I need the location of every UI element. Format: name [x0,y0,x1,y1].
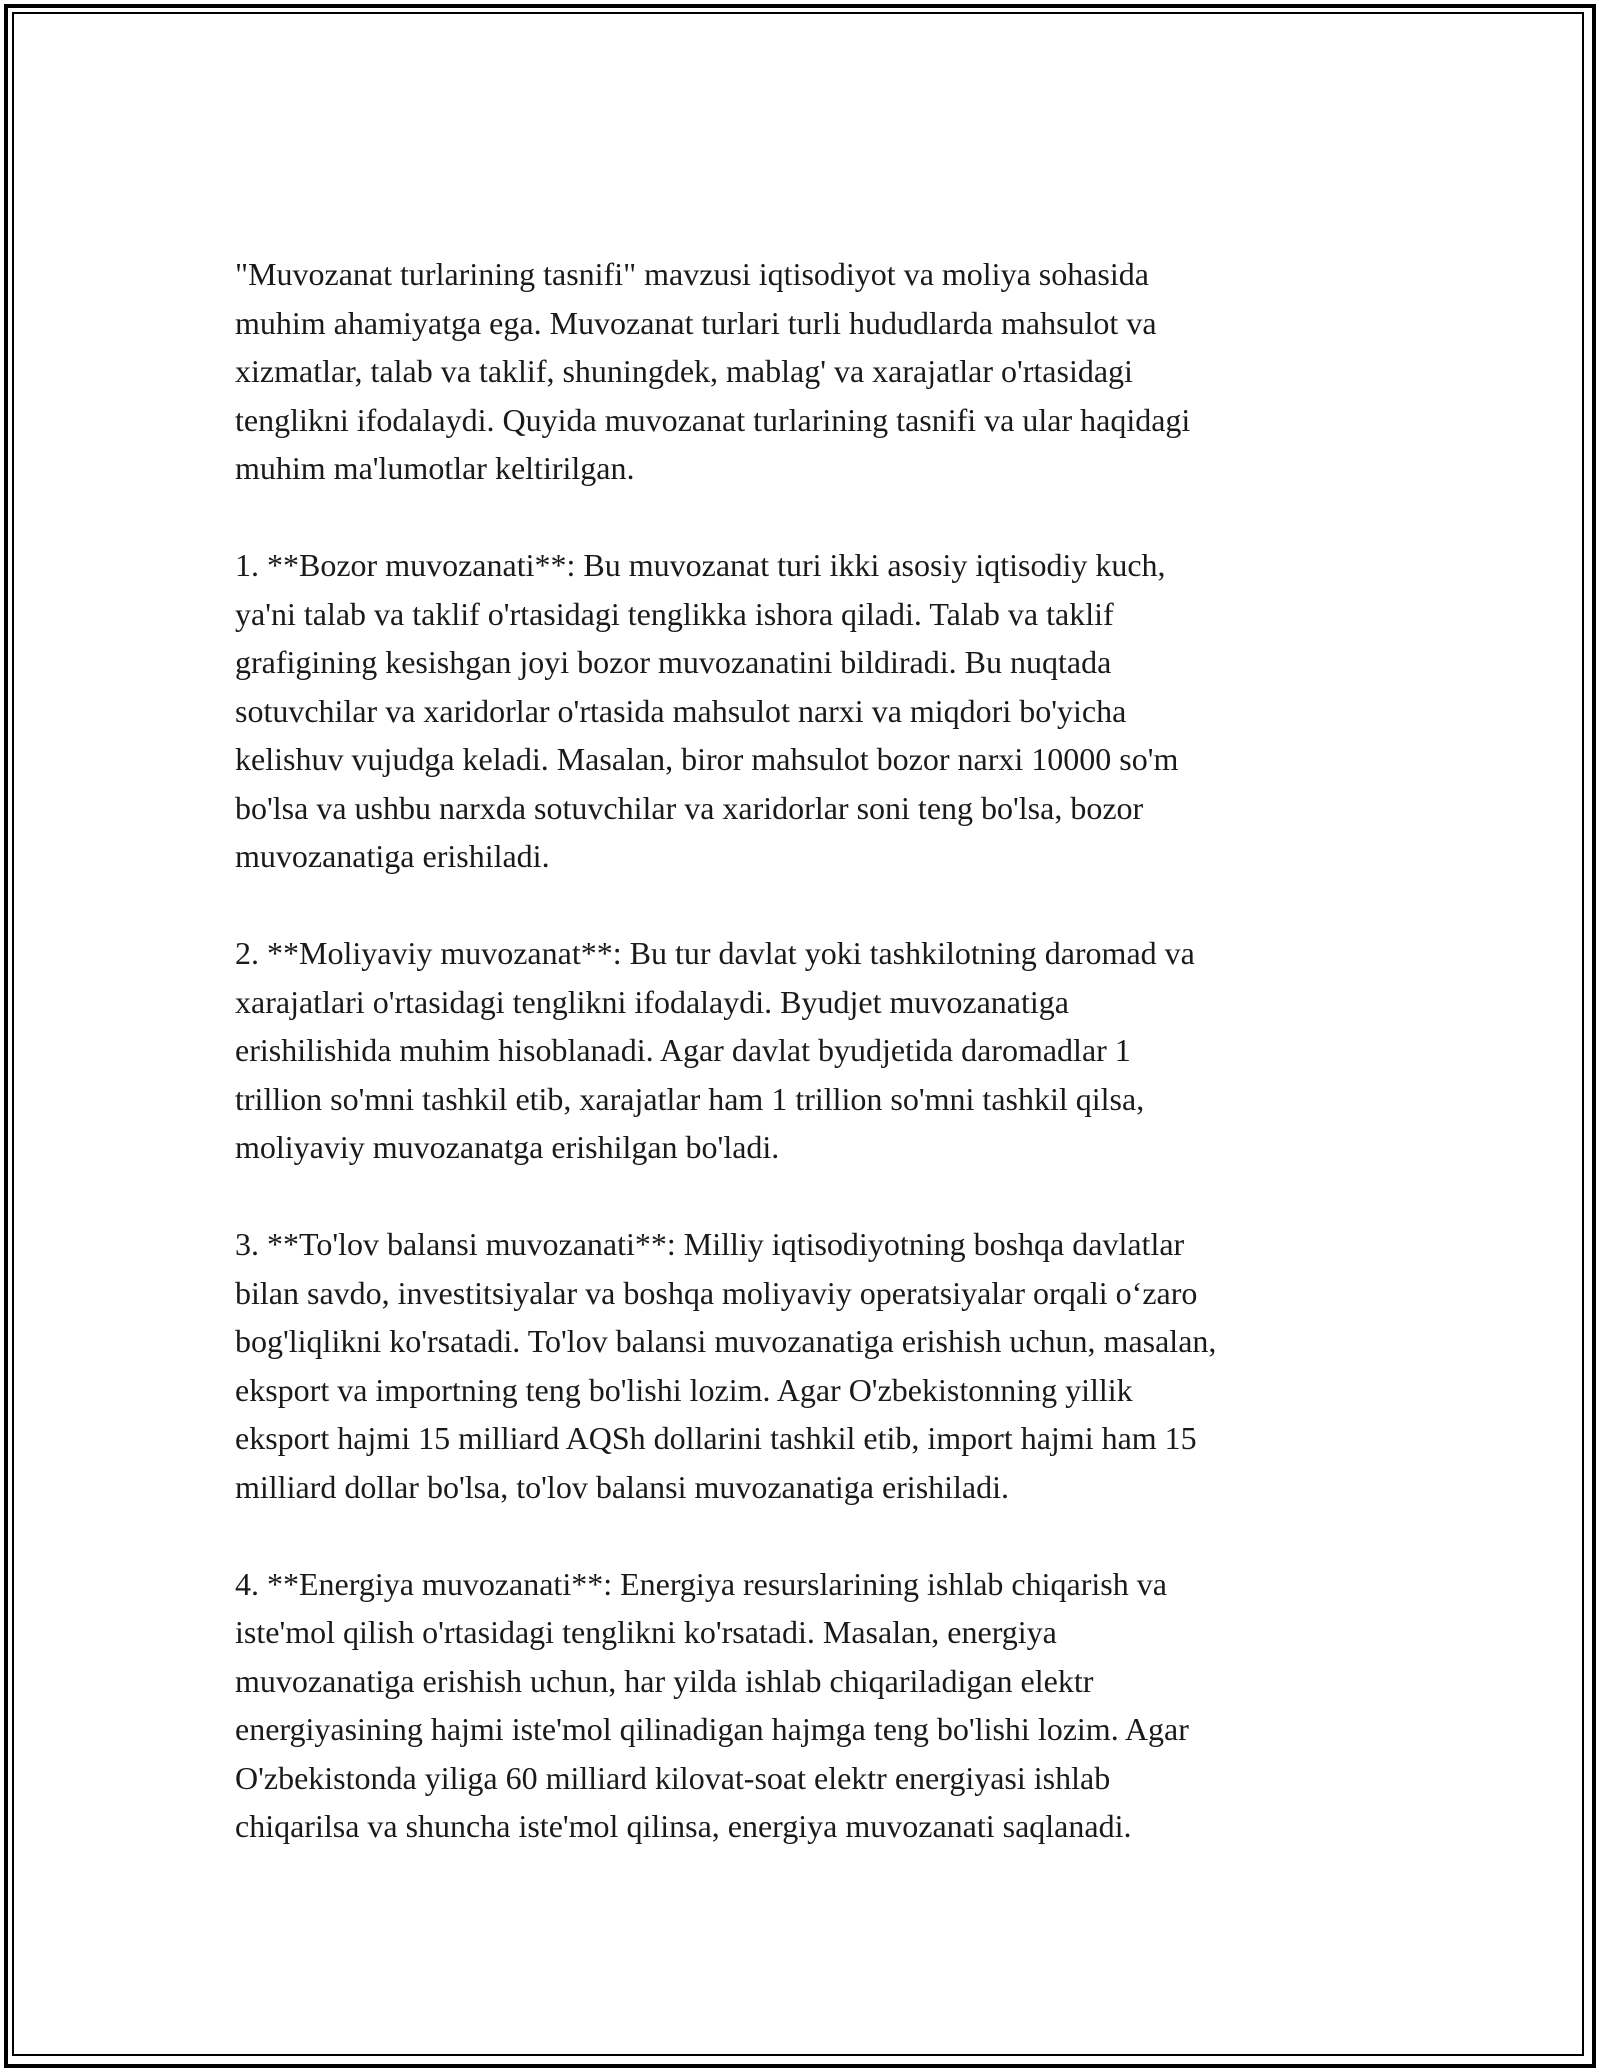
paragraph-market-equilibrium: 1. **Bozor muvozanati**: Bu muvozanat turi ikki asosiy iqtisodiy kuch, ya'ni talab va taklif o'rtasidagi tenglikka ishora qiladi. Talab va taklif grafigining kesishgan joyi bozor muvozanatini bildiradi. Bu nuqtada sotuvchilar va xaridorlar o'rtasida mahsulot narxi va miqdori bo'yicha kelishuv vujudga keladi. Masalan, biror mahsulot bozor narxi 10000 so'm bo'lsa va ushbu narxda sotuvchilar va xaridorlar soni teng bo'lsa, bozor muvozanatiga erishiladi. [235,547,1179,874]
intro-paragraph: "Muvozanat turlarining tasnifi" mavzusi iqtisodiyot va moliya sohasida muhim ahamiyatga ega. Muvozanat turlari turli hududlarda mahsulot va xizmatlar, talab va taklif, shuningdek, mablag' va xarajatlar o'rtasidagi tenglikni ifodalaydi. Quyida muvozanat turlarining tasnifi va ular haqidagi muhim ma'lumotlar keltirilgan. [235,256,1191,486]
document-body [235,250,1375,1899]
paragraph-financial-equilibrium: 2. **Moliyaviy muvozanat**: Bu tur davlat yoki tashkilotning daromad va xarajatlari o'rtasidagi tenglikni ifodalaydi. Byudjet muvozanatiga erishilishida muhim hisoblanadi. Agar davlat byudjetida daromadlar 1 trillion so'mni tashkil etib, xarajatlar ham 1 trillion so'mni tashkil qilsa, moliyaviy muvozanatga erishilgan bo'ladi. [235,935,1195,1165]
paragraph-energy-equilibrium: 4. **Energiya muvozanati**: Energiya resurslarining ishlab chiqarish va iste'mol qilish o'rtasidagi tenglikni ko'rsatadi. Masalan, energiya muvozanatiga erishish uchun, har yilda ishlab chiqariladigan elektr energiyasining hajmi iste'mol qilinadigan hajmga teng bo'lishi lozim. Agar O'zbekistonda yiliga 60 milliard kilovat-soat elektr energiyasi ishlab chiqarilsa va shuncha iste'mol qilinsa, energiya muvozanati saqlanadi. [235,1565,1189,1844]
paragraph-balance-of-payments: 3. **To'lov balansi muvozanati**: Milliy iqtisodiyotning boshqa davlatlar bilan savdo, investitsiyalar va boshqa moliyaviy operatsiyalar orqali o‘zaro bog'liqlikni ko'rsatadi. To'lov balansi muvozanatiga erishish uchun, masalan, eksport va importning teng bo'lishi lozim. Agar O'zbekistonning yillik eksport hajmi 15 milliard AQSh dollarini tashkil etib, import hajmi ham 15 milliard dollar bo'lsa, to'lov balansi muvozanatiga erishiladi. [235,1226,1217,1505]
